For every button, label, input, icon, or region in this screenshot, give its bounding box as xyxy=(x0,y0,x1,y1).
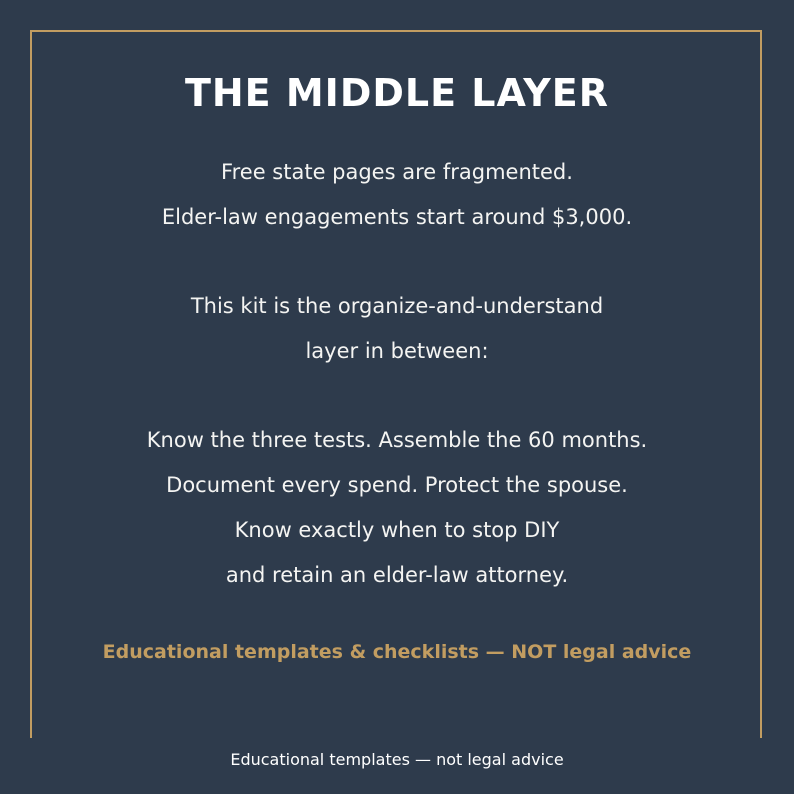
step-line-2: Document every spend. Protect the spouse. xyxy=(166,473,628,497)
page-title: THE MIDDLE LAYER xyxy=(184,71,610,115)
intro-line-1: Free state pages are fragmented. xyxy=(221,160,573,184)
step-line-3: Know exactly when to stop DIY xyxy=(234,518,560,542)
middle-line-2: layer in between: xyxy=(305,339,489,363)
footer-note: Educational templates — not legal advice xyxy=(230,750,564,769)
step-line-4: and retain an elder-law attorney. xyxy=(225,563,569,587)
middle-line-1: This kit is the organize-and-understand xyxy=(190,294,604,318)
step-line-1: Know the three tests. Assemble the 60 months. xyxy=(146,428,648,452)
intro-line-2: Elder-law engagements start around $3,000. xyxy=(161,205,633,229)
disclaimer: Educational templates & checklists — NOT legal advice xyxy=(102,641,692,663)
